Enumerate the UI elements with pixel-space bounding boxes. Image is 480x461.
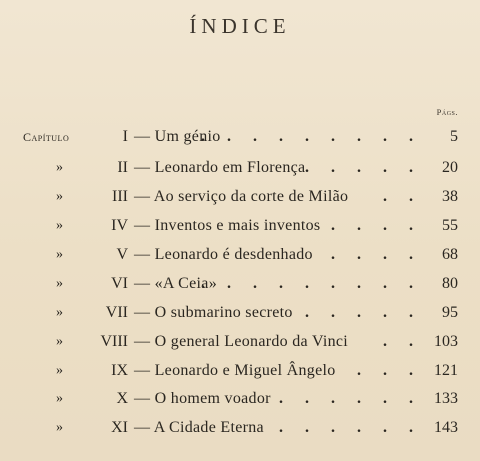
toc-entry: [0, 245, 480, 265]
ditto-mark: »: [56, 391, 64, 406]
chapter-numeral: X: [116, 390, 128, 407]
page-number: 103: [434, 333, 458, 350]
leader-dots: . . . . .: [305, 159, 422, 176]
leader-dots: . . . .: [331, 246, 422, 263]
ditto-mark: »: [56, 305, 64, 320]
chapter-title: — O general Leonardo da Vinci: [134, 333, 349, 350]
ditto-mark: »: [56, 160, 64, 175]
page-number: 121: [434, 362, 458, 379]
pages-column-header: Págs.: [436, 107, 458, 117]
toc-entry: [0, 158, 480, 178]
page-number: 5: [450, 128, 458, 145]
chapter-numeral: VIII: [100, 333, 128, 350]
page-number: 20: [442, 159, 458, 176]
ditto-mark: »: [56, 363, 64, 378]
page-number: 143: [434, 419, 458, 436]
chapter-title: — Leonardo é desdenhado: [134, 246, 313, 263]
chapter-title: — Um génio: [134, 128, 221, 145]
chapter-title: — Inventos e mais inventos: [134, 217, 321, 234]
ditto-mark: »: [56, 189, 64, 204]
chapter-numeral: VI: [111, 275, 128, 292]
chapter-numeral: I: [122, 128, 128, 145]
toc-entry: [0, 127, 480, 147]
toc-entry: [0, 332, 480, 352]
chapter-title: — Leonardo e Miguel Ângelo: [134, 362, 336, 379]
chapter-numeral: III: [112, 188, 128, 205]
toc-entry: [0, 418, 480, 438]
page-number: 95: [442, 304, 458, 321]
chapter-numeral: XI: [111, 419, 128, 436]
leader-dots: . . . .: [331, 217, 422, 234]
ditto-mark: »: [56, 218, 64, 233]
ditto-mark: »: [56, 420, 64, 435]
leader-dots: . .: [383, 188, 422, 205]
page-title: ÍNDICE: [189, 14, 291, 38]
page-number: 68: [442, 246, 458, 263]
chapter-title: — Leonardo em Florença: [134, 159, 306, 176]
leader-dots: . . .: [357, 362, 422, 379]
toc-entry: [0, 216, 480, 236]
page-number: 55: [442, 217, 458, 234]
chapter-numeral: V: [116, 246, 128, 263]
ditto-mark: »: [56, 276, 64, 291]
chapter-title: — «A Ceia»: [134, 275, 218, 292]
toc-entry: [0, 303, 480, 323]
chapter-title: — O submarino secreto: [134, 304, 293, 321]
toc-entry: [0, 389, 480, 409]
page-number: 80: [442, 275, 458, 292]
leader-dots: . . . . . .: [279, 419, 422, 436]
chapter-numeral: IX: [111, 362, 128, 379]
chapter-numeral: VII: [105, 304, 128, 321]
leader-dots: . .: [383, 333, 422, 350]
toc-entry: [0, 361, 480, 381]
ditto-mark: »: [56, 247, 64, 262]
leader-dots: . . . . . .: [279, 390, 422, 407]
chapter-title: — A Cidade Eterna: [134, 419, 264, 436]
page-number: 38: [442, 188, 458, 205]
chapter-title: — O homem voador: [134, 390, 271, 407]
toc-entry: [0, 274, 480, 294]
chapter-numeral: II: [117, 159, 128, 176]
leader-dots: . . . . . . . . .: [201, 128, 422, 145]
chapter-numeral: IV: [111, 217, 128, 234]
leader-dots: . . . . . . . . .: [201, 275, 422, 292]
ditto-mark: »: [56, 334, 64, 349]
leader-dots: . . . . .: [305, 304, 422, 321]
toc-entry: [0, 187, 480, 207]
chapter-label: Capítulo: [23, 130, 70, 144]
chapter-title: — Ao serviço da corte de Milão: [134, 188, 349, 205]
page-number: 133: [434, 390, 458, 407]
